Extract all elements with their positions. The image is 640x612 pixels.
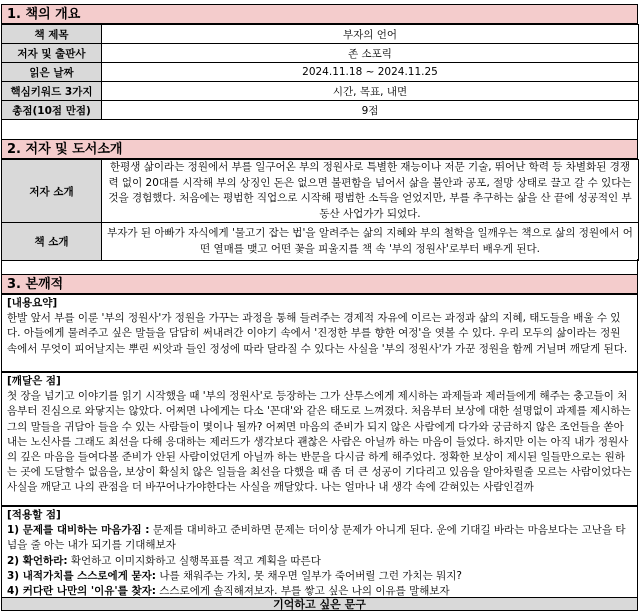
apply-item-text: 확언하고 이미지화하고 실행목표를 적고 계획을 따른다 <box>67 554 321 567</box>
apply-item <box>7 554 632 569</box>
apply-item-text: 스스로에게 솔직해져보자. 부를 쌓고 싶은 나의 이유를 말해보자 <box>155 585 450 598</box>
realization-title: [깨달은 점] <box>7 375 61 387</box>
keywords-label: 핵심키워드 3가지 <box>2 82 102 101</box>
read-date-label: 읽은 날짜 <box>2 63 102 82</box>
apply-item-text: 나를 채워주는 가치, 못 채우면 일부가 죽어버릴 그런 가치는 뭐지? <box>156 569 463 582</box>
apply-box <box>1 506 638 598</box>
book-intro-text: 부자가 된 아빠가 자식에게 '물고기 잡는 법'을 알려주는 삶의 지혜와 부의 철학을 일깨우는 책으로 삶의 정원에서 어떤 열매를 맺고 어떤 꽃을 피울지를 책 속 '부의 정원사'로부터 배우게 된다. <box>102 223 639 261</box>
overview-row-title <box>2 25 639 44</box>
section-header-body: 3. 본깨적 <box>1 274 638 294</box>
score-value: 9점 <box>102 101 639 120</box>
overview-row-author <box>2 44 639 63</box>
book-title-label: 책 제목 <box>2 25 102 44</box>
realization-box <box>1 372 638 506</box>
apply-item <box>7 523 632 553</box>
apply-item <box>7 584 632 598</box>
apply-item-head: 4) 커다란 나만의 '이유'를 찾자: <box>7 585 156 598</box>
section-header-author: 2. 저자 및 도서소개 <box>1 139 638 159</box>
apply-item-head: 2) 확언하라: <box>7 554 68 567</box>
overview-row-score <box>2 101 639 120</box>
score-label: 총점(10점 만점) <box>2 101 102 120</box>
author-intro-row <box>2 160 639 223</box>
book-intro-label: 책 소개 <box>2 223 102 261</box>
summary-text: 한발 앞서 부를 이룬 '부의 정원사'가 정원을 가꾸는 과정을 통해 들려주는 경제적 자유에 이르는 과정과 삶의 지혜, 태도들을 배울 수 있다. 아들에게 물려주고 싶은 말들을 담담히 써내려간 이야기 속에서 '진정한 부를 향한 여정'을 엿볼 수 있다. 우리 모두의 삶이라는 정원 속에서 무엇이 피어날지는 뿌린 씨앗과 들인 정성에 따라 달라질 수 있다는 사실을 '부의 정원사'가 가꾼 정원을 함께 거닐며 깨닫게 된다. <box>7 312 628 355</box>
section-header-overview: 1. 책의 개요 <box>1 4 638 24</box>
overview-table <box>1 24 639 120</box>
author-publisher-value: 존 소포릭 <box>102 44 639 63</box>
apply-item-head: 1) 문제를 대비하는 마음가짐 : <box>7 524 150 537</box>
summary-title: [내용요약] <box>7 297 58 309</box>
author-intro-table <box>1 159 639 261</box>
overview-row-keywords <box>2 82 639 101</box>
realization-text: 첫 장을 넘기고 이야기를 읽기 시작했을 때 '부의 정원사'로 등장하는 그가 산투스에게 제시하는 과제들과 제러들에게 해주는 충고들이 처음부터 진심으로 와닿지는 않았다. 어쩌면 나에게는 다소 '꼰대'와 같은 태도로 느껴졌다. 처음부터 보상에 대한 설명없이 과제를 제시하는 그의 말들을 귀담아 들을 수 있는 사람들이 몇이나 될까? 어쩌면 마음의 준비가 되지 않은 사람에게 다가와 궁금하지 않은 조언들을 쏟아내는 노신사를 그래도 최선을 다해 응대하는 제러드가 생각보다 괜찮은 사람은 아닐까 하는 마음이 들었다. 하지만 이는 아직 내가 정원사의 깊은 마음을 들여다볼 준비가 안된 사람이었던게 아닐까 하는 반문을 다시금 하게 해주었다. 정확한 보상이 제시된 일들만으로는 원하는 곳에 도달할수 없음을, 보상이 확실치 않은 일들을 최선을 다했을 때 좀 더 큰 성공이 기다리고 있음을 알아차릴줄 모르는 사람이었다는 사실을 깨닫고 나의 관점을 더 바꾸어나가야한다는 사실을 깨달았다. 나는 얼마나 내 생각 속에 갇혀있는 사람인걸까 <box>7 390 632 494</box>
apply-item <box>7 569 632 584</box>
overview-row-date <box>2 63 639 82</box>
memorable-quote-header: 기억하고 싶은 문구 <box>1 597 638 611</box>
book-intro-row <box>2 223 639 261</box>
keywords-value: 시간, 목표, 내면 <box>102 82 639 101</box>
apply-item-text: 문제를 대비하고 준비하면 문제는 더이상 문제가 아니게 된다. 운에 기대길 바라는 마음보다는 고난을 타넘을 줄 아는 내가 되기를 기대해보자 <box>7 524 626 552</box>
read-date-value: 2024.11.18 ~ 2024.11.25 <box>102 63 639 82</box>
spacer <box>1 259 638 275</box>
book-title-value: 부자의 언어 <box>102 25 639 44</box>
author-intro-text: 한평생 삶이라는 정원에서 부를 일구어온 부의 정원사로 특별한 재능이나 저문 기술, 뛰어난 학력 등 차별화된 경쟁력 없이 20대를 시작해 부의 상징인 돈은 없으면 불편함을 넘어서 삶을 불안과 공포, 절망 상태로 끌고 갈 수 있다는 것을 경험했다. 처음에는 평범한 직업으로 시작해 평범한 소득을 얻었지만, 부를 추구하는 삶을 산 끝에 성공적인 부동산 사업가가 되었다. <box>102 160 639 223</box>
author-intro-label: 저자 소개 <box>2 160 102 223</box>
spacer <box>1 119 638 139</box>
apply-title: [적용할 점] <box>7 509 61 521</box>
author-publisher-label: 저자 및 출판사 <box>2 44 102 63</box>
summary-box <box>1 294 638 372</box>
apply-item-head: 3) 내적가치를 스스로에게 묻자: <box>7 569 156 582</box>
